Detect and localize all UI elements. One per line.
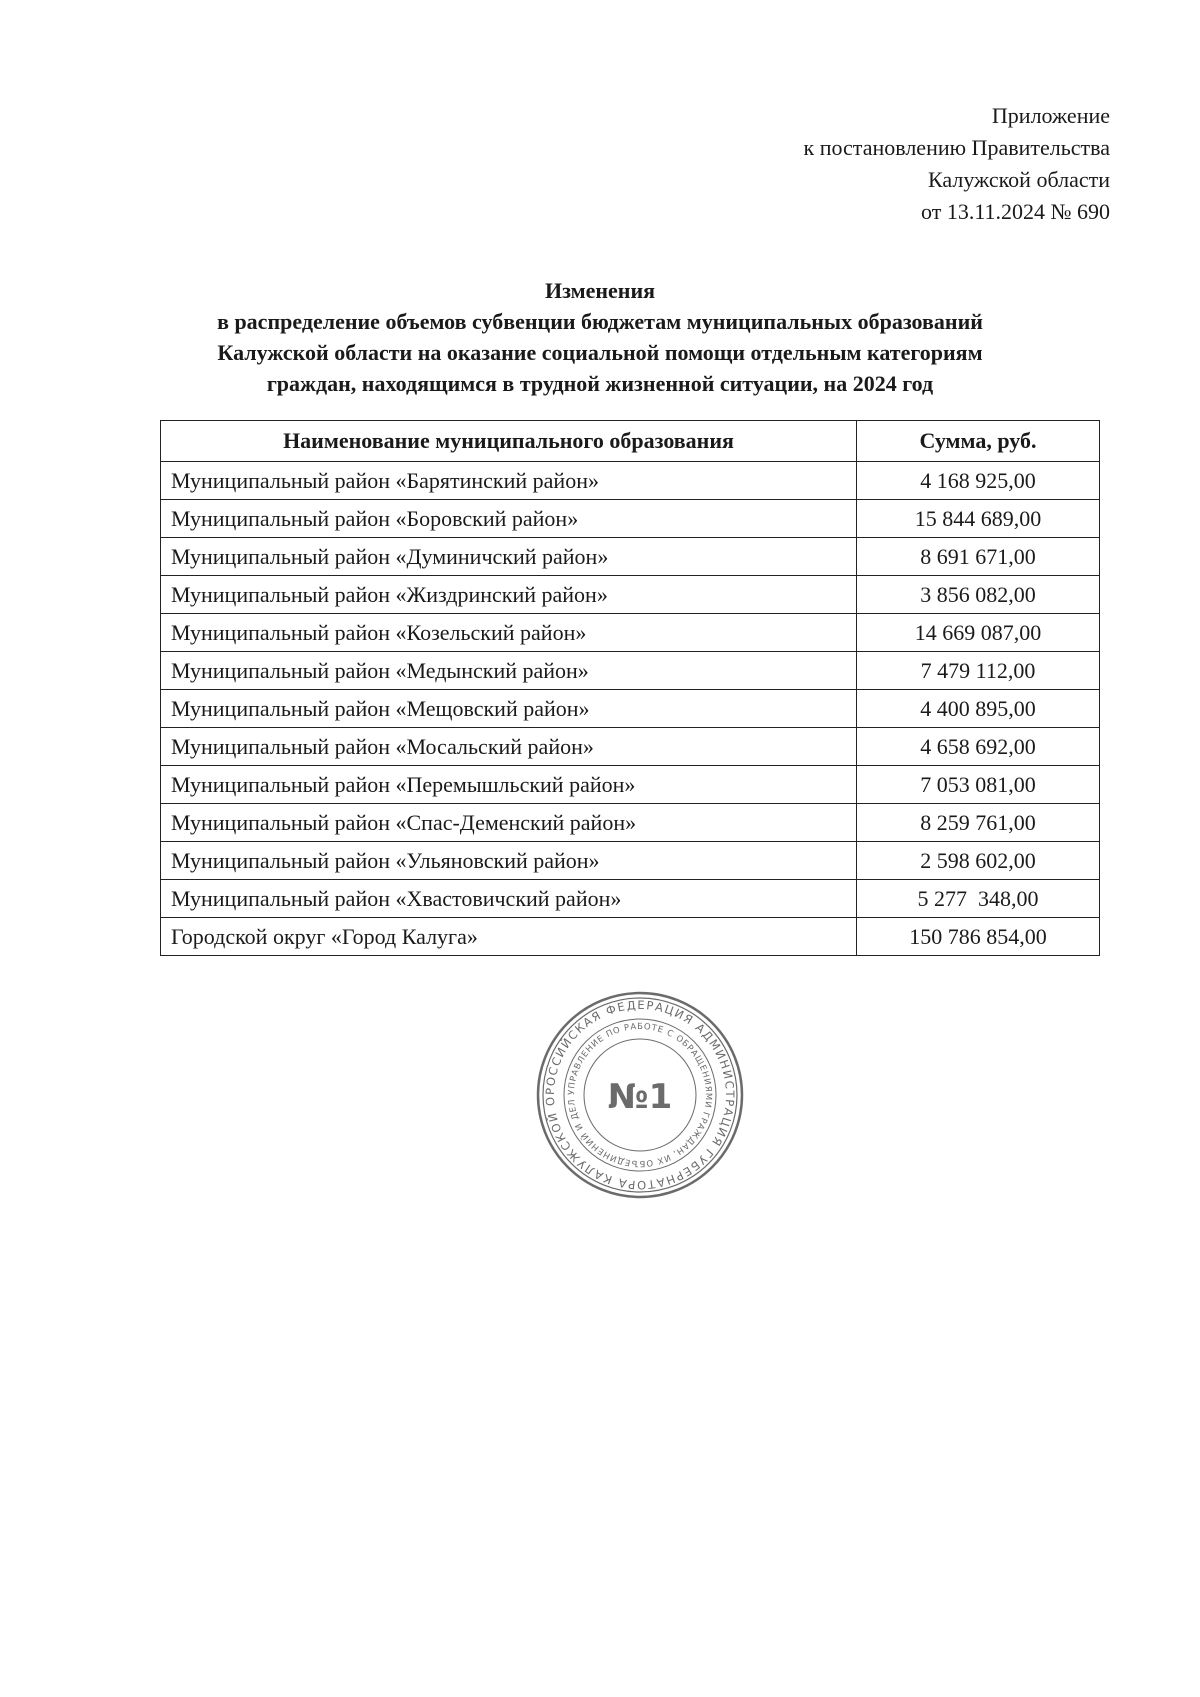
municipality-name: Муниципальный район «Жиздринский район» [161,576,857,614]
appendix-block [804,100,1110,228]
table-row [161,728,1100,766]
column-header-amount: Сумма, руб. [857,421,1100,462]
table-row [161,538,1100,576]
amount-cell: 3 856 082,00 [857,576,1100,614]
table-row [161,918,1100,956]
amount-cell: 4 168 925,00 [857,462,1100,500]
municipality-name: Муниципальный район «Хвастовичский район» [161,880,857,918]
appendix-line: Приложение [991,103,1110,128]
column-header-name: Наименование муниципального образования [161,421,857,462]
municipality-name: Муниципальный район «Мосальский район» [161,728,857,766]
title-line: в распределение объемов субвенции бюджетам муниципальных образований [217,309,983,334]
table-header-row [161,421,1100,462]
title-line: Калужской области на оказание социальной помощи отдельным категориям [217,340,983,365]
municipality-name: Муниципальный район «Козельский район» [161,614,857,652]
municipality-name: Муниципальный район «Ульяновский район» [161,842,857,880]
amount-cell: 150 786 854,00 [857,918,1100,956]
municipality-name: Городской округ «Город Калуга» [161,918,857,956]
amount-cell: 15 844 689,00 [857,500,1100,538]
seal-outer-text-path: РОССИЙСКАЯ ФЕДЕРАЦИЯ АДМИНИСТРАЦИЯ ГУБЕРНАТОРА КАЛУЖСКОЙ О [542,997,738,1193]
appendix-line: от 13.11.2024 № 690 [921,199,1110,224]
amount-cell: 4 658 692,00 [857,728,1100,766]
amount-cell: 7 053 081,00 [857,766,1100,804]
amount-cell: 5 277 348,00 [857,880,1100,918]
title-line: граждан, находящимся в трудной жизненной ситуации, на 2024 год [266,371,934,396]
municipality-name: Муниципальный район «Боровский район» [161,500,857,538]
municipality-name: Муниципальный район «Мещовский район» [161,690,857,728]
table-row [161,766,1100,804]
municipality-name: Муниципальный район «Барятинский район» [161,462,857,500]
table-row [161,576,1100,614]
municipality-name: Муниципальный район «Перемышльский район» [161,766,857,804]
table-row [161,690,1100,728]
table-row [161,462,1100,500]
table-row [161,804,1100,842]
table-row [161,842,1100,880]
amount-cell: 2 598 602,00 [857,842,1100,880]
appendix-line: Калужской области [928,167,1110,192]
official-seal-stamp [535,990,745,1200]
seal-number: №1 [607,1077,673,1117]
table-row [161,614,1100,652]
title-line: Изменения [544,278,656,303]
municipality-name: Муниципальный район «Спас-Деменский район» [161,804,857,842]
document-title [100,275,1100,399]
amount-cell: 8 259 761,00 [857,804,1100,842]
amount-cell: 8 691 671,00 [857,538,1100,576]
seal-inner-text-path: УПРАВЛЕНИЕ ПО РАБОТЕ С ОБРАЩЕНИЯМИ ГРАЖДАН, ИХ ОБЪЕДИНЕНИЙ И ДЕЛ [566,1021,714,1169]
table-row [161,880,1100,918]
amount-cell: 4 400 895,00 [857,690,1100,728]
amount-cell: 14 669 087,00 [857,614,1100,652]
municipality-name: Муниципальный район «Медынский район» [161,652,857,690]
table-row [161,500,1100,538]
table-row [161,652,1100,690]
amount-cell: 7 479 112,00 [857,652,1100,690]
distribution-table [160,420,1100,956]
seal-icon [535,990,745,1200]
appendix-line: к постановлению Правительства [803,135,1110,160]
municipality-name: Муниципальный район «Думиничский район» [161,538,857,576]
